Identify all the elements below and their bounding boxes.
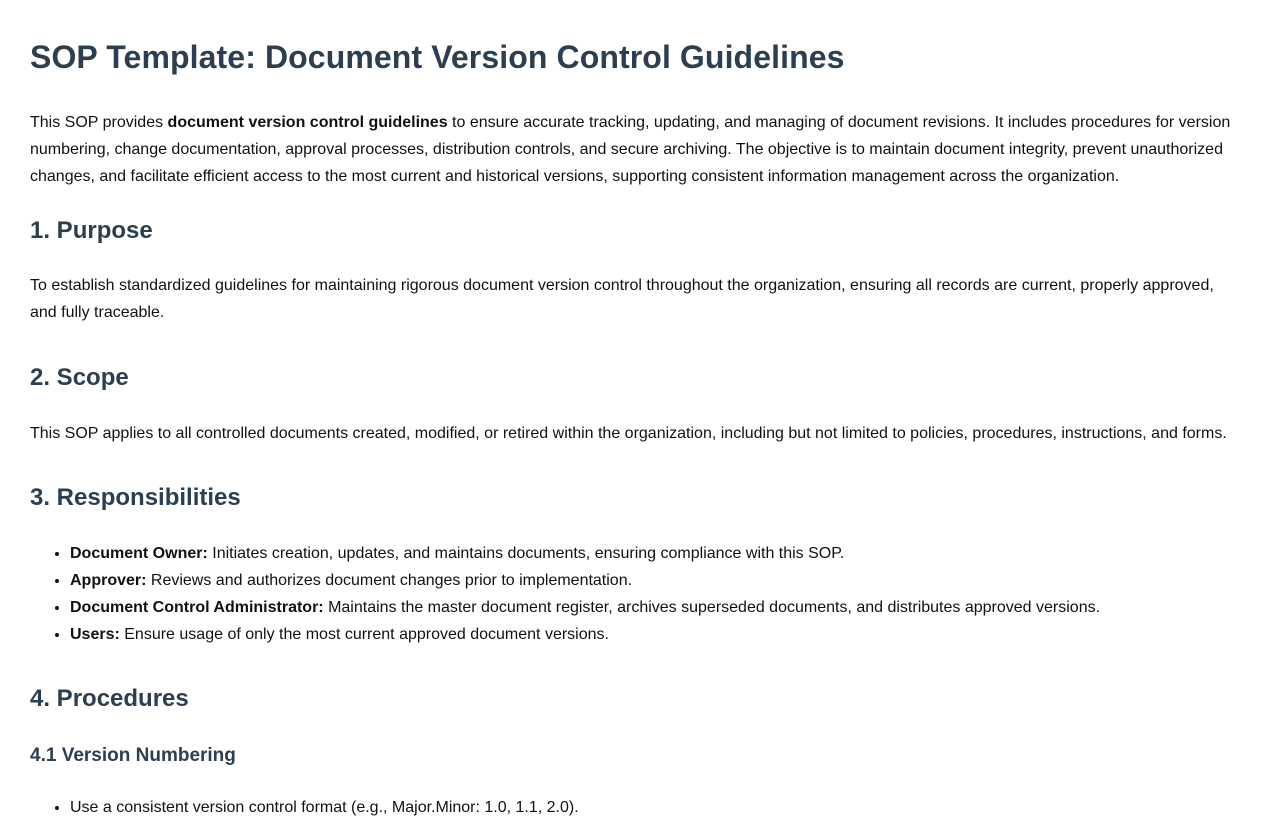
intro-paragraph	[30, 109, 1240, 190]
intro-text-bold: document version control guidelines	[167, 114, 448, 131]
role-term: Approver:	[70, 572, 147, 589]
list-item	[70, 567, 1233, 594]
version-numbering-list	[30, 794, 1233, 821]
version-numbering-heading: 4.1 Version Numbering	[30, 745, 236, 766]
list-item	[70, 594, 1233, 621]
page-title: SOP Template: Document Version Control Guidelines	[30, 39, 845, 75]
scope-text: This SOP applies to all controlled documents created, modified, or retired within the organization, including but not limited to policies, procedures, instructions, and forms.	[30, 425, 1227, 442]
responsibilities-list	[30, 540, 1233, 648]
purpose-heading: 1. Purpose	[30, 217, 153, 244]
list-item: • Use a consistent version control format (e.g., Major.Minor: 1.0, 1.1, 2.0).	[70, 794, 1233, 821]
role-description: Reviews and authorizes document changes prior to implementation.	[146, 572, 633, 589]
procedures-heading: 4. Procedures	[30, 685, 189, 712]
intro-text-before: This SOP provides	[30, 114, 168, 131]
role-description: Ensure usage of only the most current approved document versions.	[119, 626, 609, 643]
intro-text-after: to ensure accurate tracking, updating, and managing of document revisions. It includes procedures for version numbering, change documentation, approval processes, distribution controls, and secure archiving. The objective is to maintain document integrity, prevent unauthorized changes, and facilitate efficient access to the most current and historical versions, supporting consistent information management across the organization.	[30, 114, 1231, 185]
role-term: Document Control Administrator:	[70, 599, 324, 616]
scope-heading: 2. Scope	[30, 364, 129, 391]
list-item	[70, 540, 1233, 567]
role-description: Initiates creation, updates, and maintains documents, ensuring compliance with this SOP.	[207, 545, 845, 562]
role-term: Users:	[70, 626, 120, 643]
responsibilities-heading: 3. Responsibilities	[30, 484, 241, 511]
list-item	[70, 621, 1233, 648]
role-term: Document Owner:	[70, 545, 208, 562]
role-description: Maintains the master document register, archives superseded documents, and distributes approved versions.	[323, 599, 1101, 616]
purpose-text: To establish standardized guidelines for maintaining rigorous document version control throughout the organization, ensuring all records are current, properly approved, and fully traceable.	[30, 277, 1214, 321]
